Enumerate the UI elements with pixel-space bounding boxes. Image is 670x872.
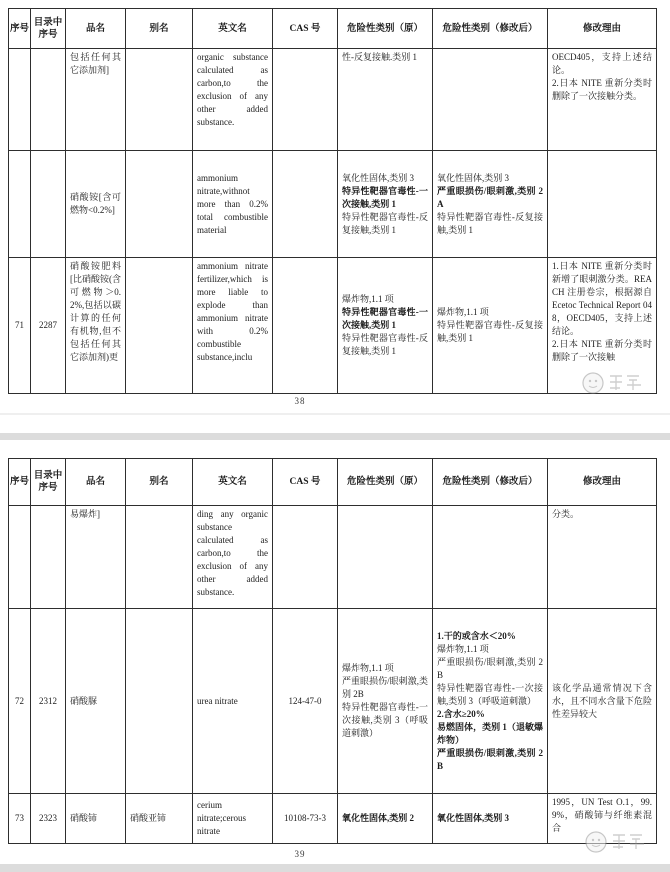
reason-line: 2.日本 NITE 重新分类时删除了一次接触分类。 [552, 78, 652, 101]
cell-cas [273, 506, 338, 609]
cell-hazard-original [338, 49, 433, 151]
hazard-line: 特异性靶器官毒性-反复接触,类别 1 [437, 320, 543, 343]
cell-catalog [31, 506, 66, 609]
cell-catalog: 2312 [31, 609, 66, 794]
col-header-hazard-revised: 危险性类别（修改后） [433, 459, 548, 506]
cell-cas [273, 49, 338, 151]
cell-hazard-original [338, 794, 433, 844]
hazard-table-page-39 [8, 458, 657, 844]
hazard-line: 特异性靶器官毒性-反复接触,类别 1 [342, 333, 428, 356]
cell-alias [126, 506, 193, 609]
hazard-line: 严重眼损伤/眼刺激,类别 2A [437, 185, 543, 209]
cell-seq: 73 [9, 794, 31, 844]
col-header-name: 品名 [66, 459, 126, 506]
cell-catalog [31, 49, 66, 151]
cell-alias [126, 609, 193, 794]
col-header-reason: 修改理由 [548, 9, 657, 49]
cell-reason [548, 49, 657, 151]
reason-line: 该化学品通常情况下含水，且不同水含量下危险性差异较大 [552, 682, 652, 719]
hazard-line: 严重眼损伤/眼刺激,类别 2B [342, 676, 428, 699]
cell-catalog [31, 151, 66, 258]
cell-hazard-revised [433, 258, 548, 394]
cell-hazard-original [338, 258, 433, 394]
cell-cas [273, 258, 338, 394]
hazard-line: 严重眼损伤/眼刺激,类别 2B [437, 747, 543, 771]
hazard-line: 特异性靶器官毒性-反复接触,类别 1 [342, 211, 428, 235]
cell-alias: 硝酸亚铈 [126, 794, 193, 844]
col-header-seq: 序号 [9, 9, 31, 49]
cell-hazard-revised [433, 506, 548, 609]
page-number: 39 [294, 849, 306, 859]
hazard-line: 特异性靶器官毒性-一次接触,类别 1 [342, 185, 428, 209]
table-row [9, 506, 657, 609]
hazard-line: 氧化性固体,类别 3 [437, 813, 510, 823]
reason-line: 分类。 [552, 509, 580, 519]
page-separator [0, 864, 670, 872]
col-header-hazard-revised: 危险性类别（修改后） [433, 9, 548, 49]
hazard-line: 氧化性固体,类别 3 [342, 172, 415, 183]
col-header-alias: 别名 [126, 9, 193, 49]
cell-seq [9, 506, 31, 609]
cell-reason [548, 609, 657, 794]
header-row [9, 459, 657, 506]
table-row [9, 49, 657, 151]
col-header-alias: 别名 [126, 459, 193, 506]
col-header-hazard-original: 危险性类别（原） [338, 459, 433, 506]
cell-english: cerium nitrate;cerous nitrate [193, 794, 273, 844]
cell-name: 包括任何其它添加剂] [66, 49, 126, 151]
cell-reason [548, 506, 657, 609]
table-row [9, 609, 657, 794]
reason-line: OECD405，支持上述结论。 [552, 52, 652, 75]
reason-line: 2.日本 NITE 重新分类时删除了一次接触 [552, 339, 652, 362]
table-row [9, 794, 657, 844]
cell-seq: 72 [9, 609, 31, 794]
hazard-line: 特异性靶器官毒性-反复接触,类别 1 [437, 211, 543, 235]
cell-english: organic substance calculated as carbon,to the exclusion of any other added substance. [193, 49, 273, 151]
col-header-cas: CAS 号 [273, 459, 338, 506]
reason-line: 1.日本 NITE 重新分类时新增了眼刺激分类。REACH 注册卷宗，根据源自 Ecetoc Technical Report 048，OECD405，支持上述结论。 [552, 261, 652, 336]
table-row [9, 258, 657, 394]
hazard-line: 易燃固体，类别 1（退敏爆炸物） [437, 721, 543, 745]
reason-line: 1995，UN Test O.1，99.9%，硝酸铈与纤维素混合 [552, 797, 652, 833]
hazard-line: 爆炸物,1.1 项 [437, 643, 489, 654]
cell-alias [126, 151, 193, 258]
cell-hazard-original [338, 151, 433, 258]
cell-seq [9, 151, 31, 258]
cell-alias [126, 49, 193, 151]
cell-catalog: 2323 [31, 794, 66, 844]
hazard-line: 特异性靶器官毒性-一次接触,类别 1 [342, 307, 428, 330]
hazard-line: 1.干的或含水＜20% [437, 630, 516, 641]
cell-hazard-revised [433, 49, 548, 151]
cell-name: 硝酸铈 [66, 794, 126, 844]
cell-reason [548, 258, 657, 394]
cell-hazard-original [338, 506, 433, 609]
hazard-line: 特异性靶器官毒性-一次接触,类别 3（呼吸道刺激） [437, 682, 543, 706]
col-header-hazard-original: 危险性类别（原） [338, 9, 433, 49]
hazard-line: 氧化性固体,类别 2 [342, 813, 415, 823]
hazard-line: 特异性靶器官毒性-一次接触,类别 3（呼吸道刺激） [342, 702, 428, 738]
page-separator [0, 433, 670, 440]
hazard-line: 氧化性固体,类别 3 [437, 172, 510, 183]
cell-cas: 10108-73-3 [273, 794, 338, 844]
hazard-line: 爆炸物,1.1 项 [437, 307, 489, 317]
cell-name: 硝酸铵肥料[比硝酸铵(含可燃物＞0.2%,包括以碳计算的任何有机物,但不包括任何其它添加剂)更 [66, 258, 126, 394]
col-header-cas: CAS 号 [273, 9, 338, 49]
page-number: 38 [294, 396, 306, 406]
cell-catalog: 2287 [31, 258, 66, 394]
cell-reason [548, 151, 657, 258]
cell-alias [126, 258, 193, 394]
hazard-line: 2.含水≥20% [437, 708, 485, 719]
cell-english: urea nitrate [193, 609, 273, 794]
col-header-name: 品名 [66, 9, 126, 49]
hazard-line: 严重眼损伤/眼刺激,类别 2B [437, 656, 543, 680]
cell-cas: 124-47-0 [273, 609, 338, 794]
hazard-line: 爆炸物,1.1 项 [342, 294, 394, 304]
cell-hazard-revised [433, 151, 548, 258]
cell-reason [548, 794, 657, 844]
table-row [9, 151, 657, 258]
cell-english: ammonium nitrate,withnot more than 0.2% total combustible material [193, 151, 273, 258]
cell-cas [273, 151, 338, 258]
hazard-line: 性-反复接触.类别 1 [342, 52, 417, 62]
col-header-reason: 修改理由 [548, 459, 657, 506]
cell-hazard-original [338, 609, 433, 794]
cell-hazard-revised [433, 794, 548, 844]
col-header-catalog: 目录中序号 [31, 9, 66, 49]
col-header-english: 英文名 [193, 459, 273, 506]
hazard-line: 爆炸物,1.1 项 [342, 663, 394, 673]
cell-hazard-revised [433, 609, 548, 794]
col-header-seq: 序号 [9, 459, 31, 506]
cell-english: ding any organic substance calculated as carbon,to the exclusion of any other added substance. [193, 506, 273, 609]
col-header-catalog: 目录中序号 [31, 459, 66, 506]
cell-seq [9, 49, 31, 151]
hazard-table-page-38 [8, 8, 657, 394]
cell-name: 硝酸脲 [66, 609, 126, 794]
cell-name: 硝酸铵[含可燃物<0.2%] [66, 151, 126, 258]
col-header-english: 英文名 [193, 9, 273, 49]
cell-english: ammonium nitrate fertilizer,which is more liable to explode than ammonium nitrate with 0.2% combustible substance,inclu [193, 258, 273, 394]
cell-name: 易爆炸] [66, 506, 126, 609]
cell-seq: 71 [9, 258, 31, 394]
page-edge-line [0, 413, 670, 415]
header-row [9, 9, 657, 49]
